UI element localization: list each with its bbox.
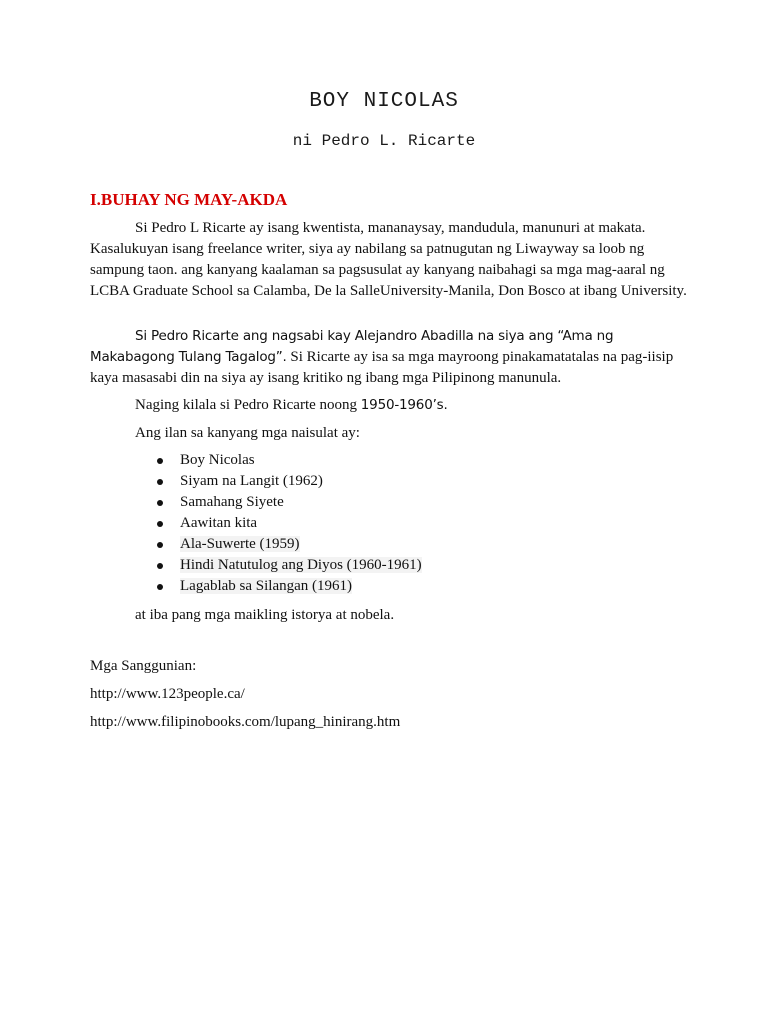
bullet-icon [157,521,163,527]
references-label: Mga Sanggunian: [90,658,197,674]
known-line [135,395,448,416]
list-item: Hindi Natutulog ang Diyos (1960-1961) [135,555,422,576]
list-item: Samahang Siyete [135,492,422,513]
paragraph-abadilla [90,326,690,389]
section-heading: I.BUHAY NG MAY-AKDA [90,190,288,209]
list-item: Lagablab sa Silangan (1961) [135,576,422,597]
works-intro: Ang ilan sa kanyang mga naisulat ay: [135,425,360,441]
list-item: Ala-Suwerte (1959) [135,534,422,555]
known-line-text: Naging kilala si Pedro Ricarte noong [135,397,361,413]
bullet-icon [157,479,163,485]
paragraph-abadilla-text: Si Ricarte ay isa sa mga mayroong pinakamatatalas na pag-iisip kaya masasabi din na siya ay isang kritiko ng ibang mga Pilipinong manunula. [90,349,674,386]
bullet-icon [157,563,163,569]
list-item: Boy Nicolas [135,450,422,471]
document-title: BOY NICOLAS [309,90,459,113]
bullet-icon [157,542,163,548]
paragraph-biography [90,218,690,302]
reference-link[interactable]: http://www.filipinobooks.com/lupang_hinirang.htm [90,714,401,730]
list-item: Aawitan kita [135,513,422,534]
closing-line: at iba pang mga maikling istorya at nobela. [135,607,395,623]
list-item: Siyam na Langit (1962) [135,471,422,492]
works-list [135,450,422,597]
bullet-icon [157,584,163,590]
reference-link[interactable]: http://www.123people.ca/ [90,686,245,702]
paragraph-biography-text: Si Pedro L Ricarte ay isang kwentista, mananaysay, mandudula, manunuri at makata. Kasalukuyan isang freelance writer, siya ay nabilang sa patnugutan ng Liwayway sa loob ng sampung taon. ang kanyang kaalaman sa pagsusulat ay kanyang naibahagi sa mga mag-aaral ng LCBA Graduate School sa Calamba, De la SalleUniversity-Manila, Don Bosco at ibang University. [90,220,687,299]
bullet-icon [157,500,163,506]
bullet-icon [157,458,163,464]
known-line-years: 1950-1960’s. [360,397,448,413]
paragraph-abadilla-quote: Si Pedro Ricarte ang nagsabi kay Alejandro Abadilla na siya ang “Ama ng Makabagong Tulang Tagalog”. [90,328,614,365]
author-line: ni Pedro L. Ricarte [292,132,476,150]
